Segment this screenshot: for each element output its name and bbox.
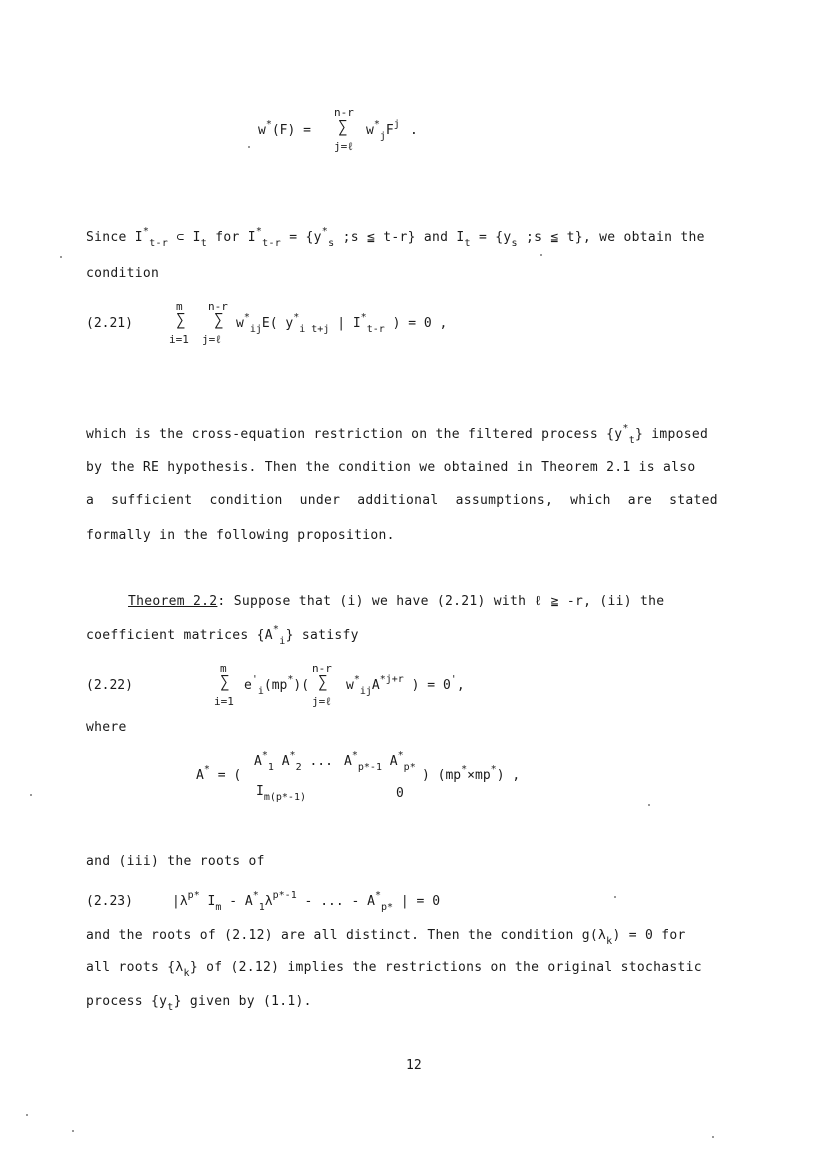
sum-upper: n-r <box>334 106 354 119</box>
eq-2-21: (2.21) m ∑ i=1 n-r ∑ j=ℓ $w^*_{ij}E$( $y^*_{i t+j}$ | $I^*_{t-r}$ ) = 0 , <box>86 300 448 346</box>
para2-line4: formally in the following proposition. <box>86 528 395 543</box>
eq-top: w*(F) = n-r ∑ j=ℓ $w^*_jF^j$ . <box>258 106 418 153</box>
para3: and (iii) the roots of <box>86 854 265 869</box>
para4-line1: and the roots of (2.12) are all distinct. Then the condition $g(\lambda_k) = 0$ for <box>86 928 686 947</box>
para4-line2: all roots $\{\lambda_k\}$ of (2.12) implies the restrictions on the original stochastic <box>86 960 702 979</box>
eq-2-23: (2.23) $|\lambda^{p*}$ $I_m - A^*_1\lambda^{p*-1}$ - ... - $A^*_{p*}$ | = 0 <box>86 890 441 913</box>
para1-line2: condition <box>86 266 160 281</box>
sum-sign: ∑ <box>338 117 348 136</box>
scan-speck <box>648 804 650 806</box>
eq-2-22: (2.22) m ∑ i=1 $e'_i(mp^*)$( n-r ∑ j=ℓ $w^*_{ij}A^{*j+r}$ ) = 0', <box>86 662 465 708</box>
scan-speck <box>26 1114 28 1116</box>
scan-speck <box>614 896 616 898</box>
para1-line1: Since $I^*_{t-r}$ ⊂ $I_t$ for $I^*_{t-r} = \{y^*_s$ ;s ≦ t-r} and $I_t = \{y_s$ ;s ≦ t}, we obtain the <box>86 226 705 249</box>
theorem-2-2-line1: Theorem 2.2: Suppose that (i) we have (2.21) with ℓ ≧ -r, (ii) the <box>128 594 665 609</box>
para2-line3: a sufficient condition under additional assumptions, which are stated <box>86 493 718 508</box>
scan-speck <box>540 254 542 256</box>
scan-speck <box>30 794 32 796</box>
para4-line3: process $\{y_t\}$ given by (1.1). <box>86 994 312 1013</box>
page-number: 12 <box>406 1058 422 1073</box>
scan-speck <box>60 256 62 258</box>
scan-speck <box>248 146 250 148</box>
eq-label: (2.22) <box>86 678 133 693</box>
eq-label: (2.23) <box>86 894 133 909</box>
matrix-a-star: A* = ( $A^*_1$ $A^*_2$ ... $A^*_{p*-1}$ $A^*_{p*}$ $I_{m(p*-1)}$ 0 ) (mp*×mp*) , <box>196 750 521 803</box>
scan-speck <box>712 1136 714 1138</box>
eq-top-lhs: w <box>258 123 266 138</box>
theorem-title: Theorem 2.2 <box>128 594 218 609</box>
theorem-2-2-line2: coefficient matrices $\{A^*_i\}$ satisfy <box>86 624 359 647</box>
eq-label: (2.21) <box>86 316 133 331</box>
para2-line1: which is the cross-equation restriction on the filtered process $\{y^*_t\}$ imposed <box>86 423 709 446</box>
sum-lower: j=ℓ <box>334 140 354 153</box>
para2-line2: by the RE hypothesis. Then the condition we obtained in Theorem 2.1 is also <box>86 460 696 475</box>
scan-speck <box>72 1130 74 1132</box>
where-label: where <box>86 720 127 735</box>
